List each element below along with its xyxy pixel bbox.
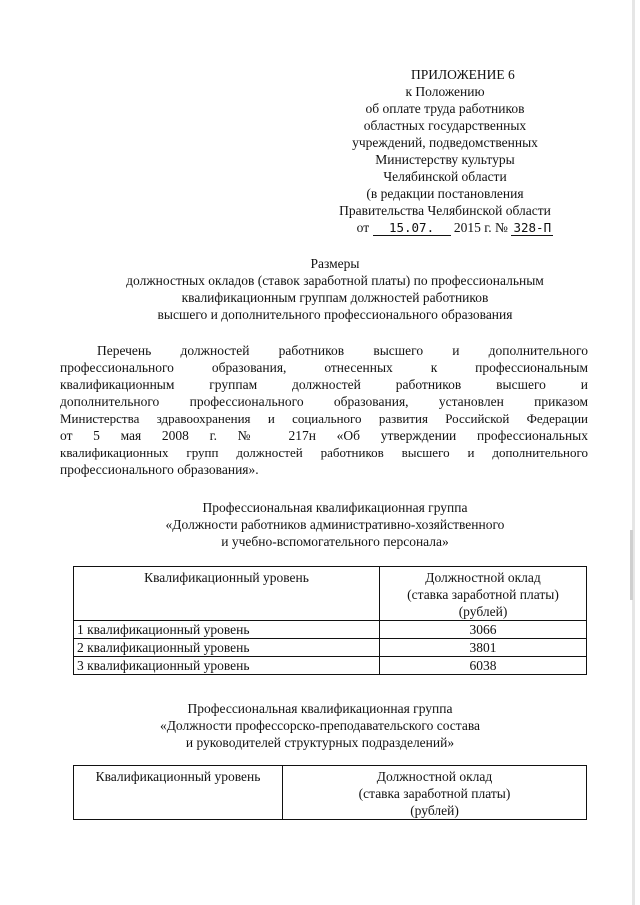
group-title-line: Профессиональная квалификационная группа <box>187 701 453 716</box>
salary-header-line: Должностной оклад <box>425 570 541 585</box>
scan-edge-shadow <box>632 0 635 905</box>
group-title-line: и учебно-вспомогательного персонала» <box>221 534 449 549</box>
col-header-salary <box>283 766 587 820</box>
paragraph-line: Перечень должностей работников высшего и дополнительного <box>97 343 588 358</box>
paragraph-line: от 5 мая 2008 г. № 217н «Об утверждении профессиональных <box>60 428 588 443</box>
table-header-row <box>74 766 587 820</box>
scan-edge-mark <box>630 530 633 600</box>
appendix-title: ПРИЛОЖЕНИЕ 6 <box>411 67 515 82</box>
level-cell: 2 квалификационный уровень <box>74 639 380 657</box>
date-value: 15.07. <box>373 219 451 236</box>
paragraph-line: профессионального образования». <box>60 462 259 477</box>
salary-cell: 3066 <box>380 621 587 639</box>
number-value: 328-П <box>511 219 553 236</box>
table-row <box>74 657 587 675</box>
date-line <box>300 219 590 238</box>
header-line: к Положению <box>405 84 485 99</box>
col-header-level: Квалификационный уровень <box>74 766 283 820</box>
paragraph-line: квалификационных групп должностей работников высшего и дополнительного <box>60 445 588 460</box>
salary-header-line: (ставка заработной платы) <box>358 786 511 801</box>
col-header-salary <box>380 567 587 621</box>
salary-header-line: (рублей) <box>410 803 459 818</box>
header-line: Министерству культуры <box>375 152 515 167</box>
salary-cell: 6038 <box>380 657 587 675</box>
document-heading <box>40 255 630 323</box>
level-cell: 3 квалификационный уровень <box>74 657 380 675</box>
col-header-level: Квалификационный уровень <box>74 567 380 621</box>
paragraph-line: профессионального образования, отнесенных к профессиональным <box>60 360 588 375</box>
group-title-line: и руководителей структурных подразделений» <box>185 735 455 750</box>
salary-cell: 3801 <box>380 639 587 657</box>
level-cell: 1 квалификационный уровень <box>74 621 380 639</box>
salary-table-1 <box>73 566 587 675</box>
salary-header-line: Должностной оклад <box>376 769 493 784</box>
group2-title <box>25 700 615 751</box>
appendix-header <box>300 66 590 238</box>
header-line: Правительства Челябинской области <box>339 203 551 218</box>
paragraph-line: Министерства здравоохранения и социального развития Российской Федерации <box>60 411 588 426</box>
header-line: об оплате труда работников <box>365 101 525 116</box>
group-title-line: Профессиональная квалификационная группа <box>202 500 468 515</box>
table-header-row <box>74 567 587 621</box>
salary-header-line: (рублей) <box>458 604 508 619</box>
paragraph-line: квалификационным группам должностей работников высшего и <box>60 377 588 392</box>
salary-header-line: (ставка заработной платы) <box>407 587 559 602</box>
intro-paragraph <box>60 342 588 478</box>
paragraph-line: дополнительного профессионального образования, установлен приказом <box>60 394 588 409</box>
table-row <box>74 621 587 639</box>
heading-line: должностных окладов (ставок заработной платы) по профессиональным <box>126 273 544 288</box>
group1-title <box>40 499 630 550</box>
group-title-line: «Должности профессорско-преподавательского состава <box>159 718 481 733</box>
date-prefix: от <box>356 220 370 235</box>
group-title-line: «Должности работников административно-хозяйственного <box>165 517 505 532</box>
header-line: Челябинской области <box>383 169 507 184</box>
heading-line: Размеры <box>310 256 360 271</box>
salary-table-2 <box>73 765 587 820</box>
header-line: учреждений, подведомственных <box>352 135 538 150</box>
heading-line: квалификационным группам должностей работников <box>181 290 489 305</box>
heading-line: высшего и дополнительного профессионального образования <box>157 307 513 322</box>
header-line: (в редакции постановления <box>366 186 524 201</box>
date-suffix: 2015 г. № <box>453 220 508 235</box>
table-row <box>74 639 587 657</box>
header-line: областных государственных <box>363 118 527 133</box>
